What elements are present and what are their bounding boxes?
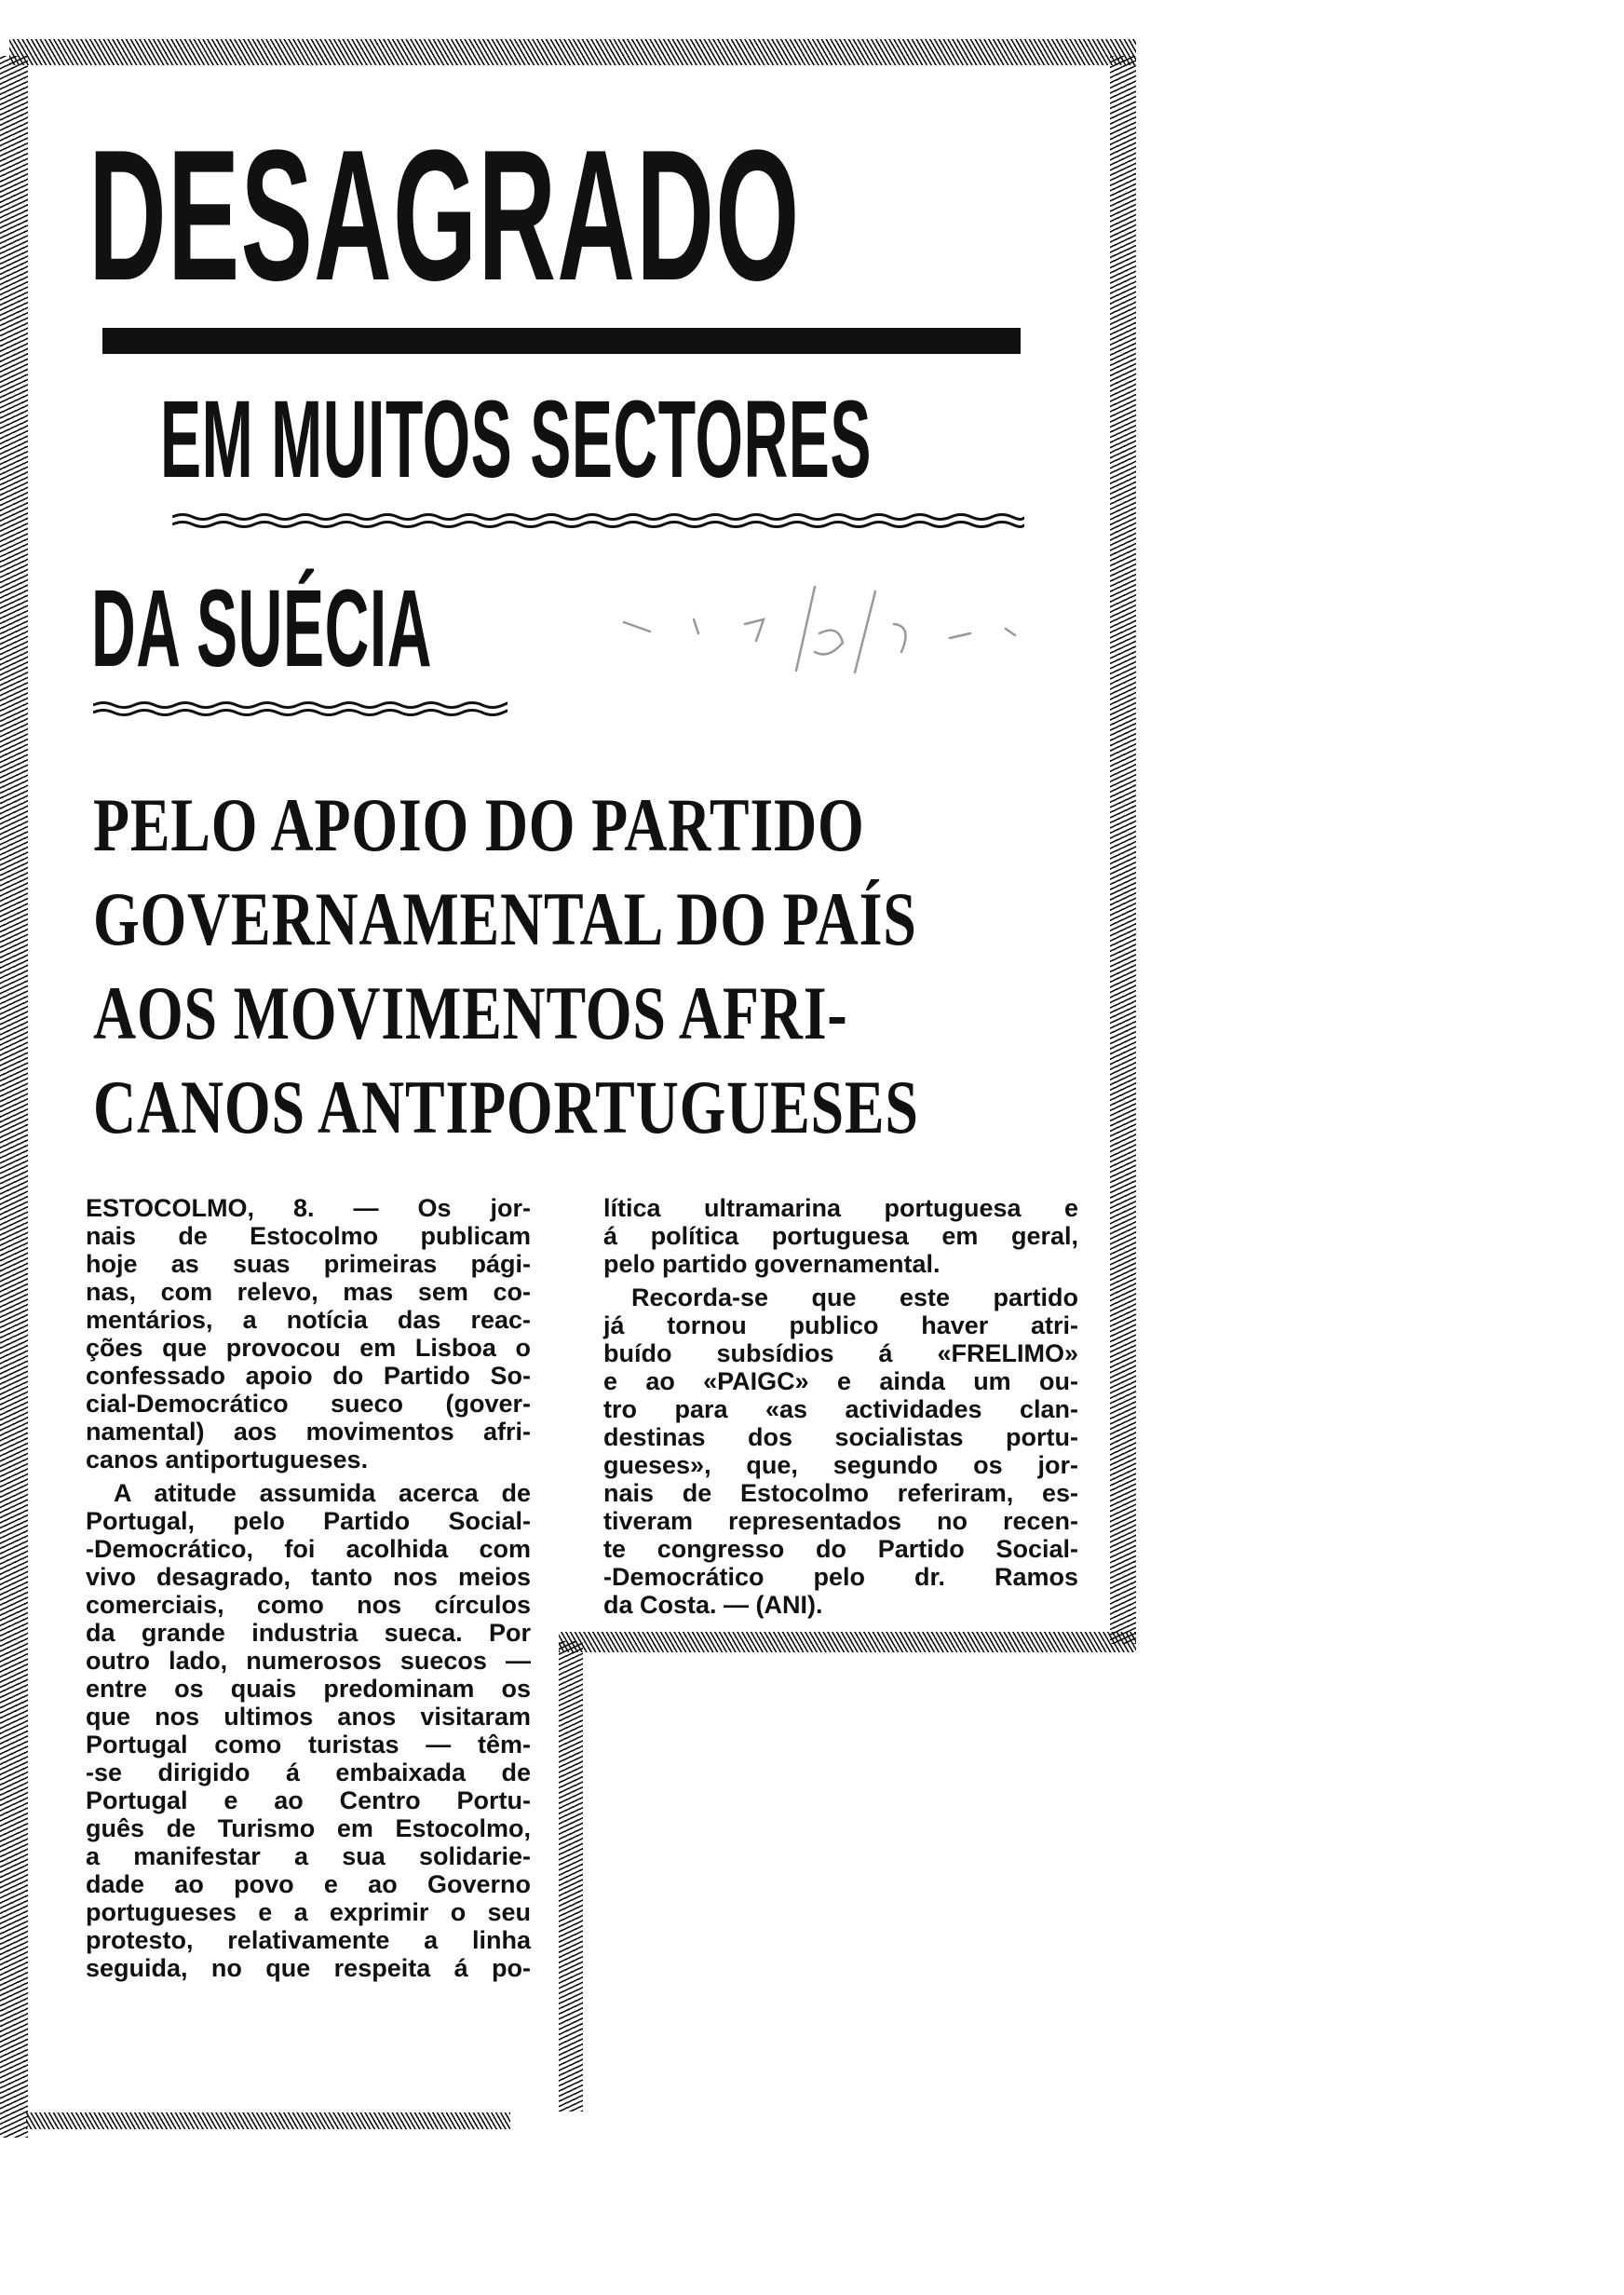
article-line: já tornou publico haver atri-	[603, 1311, 1078, 1339]
clipping-edge-right	[1110, 56, 1136, 1644]
article-line: nais de Estocolmo referiram, es-	[603, 1479, 1078, 1507]
article-line: e ao «PAIGC» e ainda um ou-	[603, 1367, 1078, 1395]
article-line: da grande industria sueca. Por	[86, 1619, 531, 1647]
article-line: comerciais, como nos círculos	[86, 1591, 531, 1619]
article-line: vivo desagrado, tanto nos meios	[86, 1563, 531, 1591]
article-line: gueses», que, segundo os jor-	[603, 1451, 1078, 1479]
article-line: protesto, relativamente a linha	[86, 1926, 531, 1954]
clipping-edge-middle	[559, 1641, 583, 2112]
article-line: destinas dos socialistas portu-	[603, 1423, 1078, 1451]
article-line: lítica ultramarina portuguesa e	[603, 1194, 1078, 1222]
article-line: ções que provocou em Lisboa o	[86, 1334, 531, 1362]
article-line: da Costa. — (ANI).	[603, 1591, 823, 1619]
article-line: Portugal, pelo Partido Social-	[86, 1507, 531, 1535]
article-line: te congresso do Partido Social-	[603, 1535, 1078, 1563]
wavy-underline-2	[93, 700, 508, 717]
article-line: tro para «as actividades clan-	[603, 1395, 1078, 1423]
article-line: cial-Democrático sueco (gover-	[86, 1390, 531, 1418]
article-line: a manifestar a sua solidarie-	[86, 1842, 531, 1870]
article-line: Recorda-se que este partido	[631, 1283, 1078, 1311]
article-column-right	[603, 1194, 1078, 1619]
article-line: seguida, no que respeita á po-	[86, 1954, 531, 1982]
deck-line: AOS MOVIMENTOS AFRI-	[93, 971, 848, 1055]
handwritten-date-mark	[605, 568, 1043, 689]
wavy-underline-1	[172, 512, 1024, 529]
headline-sub-line-2: DA SUÉCIA	[91, 567, 433, 690]
deck-line: PELO APOIO DO PARTIDO	[93, 782, 865, 867]
article-line: -Democrático pelo dr. Ramos	[603, 1563, 1078, 1591]
headline-main: DESAGRADO	[88, 112, 801, 319]
article-line: á política portuguesa em geral,	[603, 1222, 1078, 1250]
article-line: confessado apoio do Partido So-	[86, 1362, 531, 1390]
clipping-edge-bottom	[26, 2112, 510, 2129]
clipping-edge-left	[0, 56, 28, 2138]
article-line: Portugal e ao Centro Portu-	[86, 1786, 531, 1814]
article-line: nais de Estocolmo publicam	[86, 1222, 531, 1250]
article-line: pelo partido governamental.	[603, 1250, 941, 1278]
clipping-edge-step	[559, 1632, 1136, 1652]
article-line: que nos ultimos anos visitaram	[86, 1703, 531, 1731]
article-line: buído subsídios á «FRELIMO»	[603, 1339, 1078, 1367]
article-line: entre os quais predominam os	[86, 1675, 531, 1703]
article-line: nas, com relevo, mas sem co-	[86, 1278, 531, 1306]
article-line: A atitude assumida acerca de	[114, 1479, 531, 1507]
article-line: -Democrático, foi acolhida com	[86, 1535, 531, 1563]
article-line: tiveram representados no recen-	[603, 1507, 1078, 1535]
article-line: hoje as suas primeiras pági-	[86, 1250, 531, 1278]
article-line: namental) aos movimentos afri-	[86, 1418, 531, 1446]
article-line: portugueses e a exprimir o seu	[86, 1898, 531, 1926]
clipping-edge-top	[9, 39, 1136, 65]
deck-headline	[93, 778, 919, 1154]
article-line: ESTOCOLMO, 8. — Os jor-	[86, 1194, 531, 1222]
deck-line: CANOS ANTIPORTUGUESES	[93, 1065, 919, 1149]
article-column-left	[86, 1194, 531, 1982]
article-line: dade ao povo e ao Governo	[86, 1870, 531, 1898]
article-line: guês de Turismo em Estocolmo,	[86, 1814, 531, 1842]
deck-line: GOVERNAMENTAL DO PAÍS	[93, 876, 917, 961]
article-line: mentários, a notícia das reac-	[86, 1306, 531, 1334]
headline-rule	[102, 328, 1021, 354]
headline-sub-line-1: EM MUITOS SECTORES	[160, 378, 873, 501]
article-line: canos antiportugueses.	[86, 1446, 369, 1473]
article-line: outro lado, numerosos suecos —	[86, 1647, 531, 1675]
article-line: Portugal como turistas — têm-	[86, 1731, 531, 1759]
article-line: -se dirigido á embaixada de	[86, 1759, 531, 1786]
